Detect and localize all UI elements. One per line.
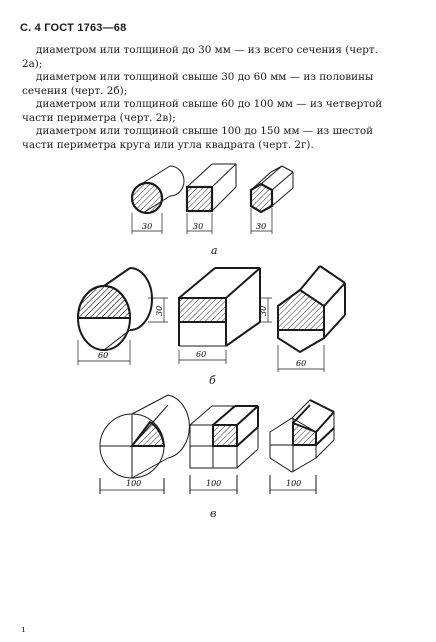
paragraph-1-text: диаметром или толщиной до 30 мм — из всего сечения (черт. 2а);: [22, 44, 378, 70]
dim-c2: 100: [206, 479, 222, 488]
figure-2b-square-bar: [179, 268, 260, 346]
figure-2a-cylinder: [132, 166, 184, 213]
paragraph-4-text: диаметром или толщиной свыше 100 до 150 мм — из шестой части периметра круга или угла квадрата (черт. 2г).: [22, 125, 374, 151]
dim-b1: 60: [98, 351, 109, 360]
figure-2b-cylinder: [78, 268, 152, 350]
page-mark: ı: [22, 625, 25, 635]
dim-a3: 30: [256, 222, 267, 231]
dim-b2: 30: [155, 305, 164, 316]
page-header: С. 4 ГОСТ 1763—68: [20, 22, 127, 34]
figure-2c-hex-bar: [270, 400, 334, 494]
figure-2a-hex-bar: [251, 166, 293, 212]
figure-2a-square-bar: [187, 164, 236, 211]
dim-b5: 60: [296, 359, 307, 368]
figure-2b-hex-bar: [278, 266, 345, 352]
caption-b: б: [209, 374, 216, 387]
dim-a2: 30: [193, 222, 204, 231]
dim-c3: 100: [286, 479, 302, 488]
paragraph-2-text: диаметром или толщиной свыше 30 до 60 мм — из половины сечения (черт. 2б);: [22, 71, 374, 97]
dim-c1: 100: [126, 479, 142, 488]
dim-b3: 60: [196, 350, 207, 359]
figure-2c-square-bar: [190, 406, 258, 494]
dim-a1: 30: [142, 222, 153, 231]
figure-2c-cylinder: [100, 395, 189, 494]
caption-a: а: [211, 244, 218, 257]
dim-b4: 30: [259, 305, 268, 316]
caption-c: в: [210, 507, 217, 520]
paragraph-3-text: диаметром или толщиной свыше 60 до 100 мм — из четвертой части периметра (черт. 2в);: [22, 98, 383, 124]
